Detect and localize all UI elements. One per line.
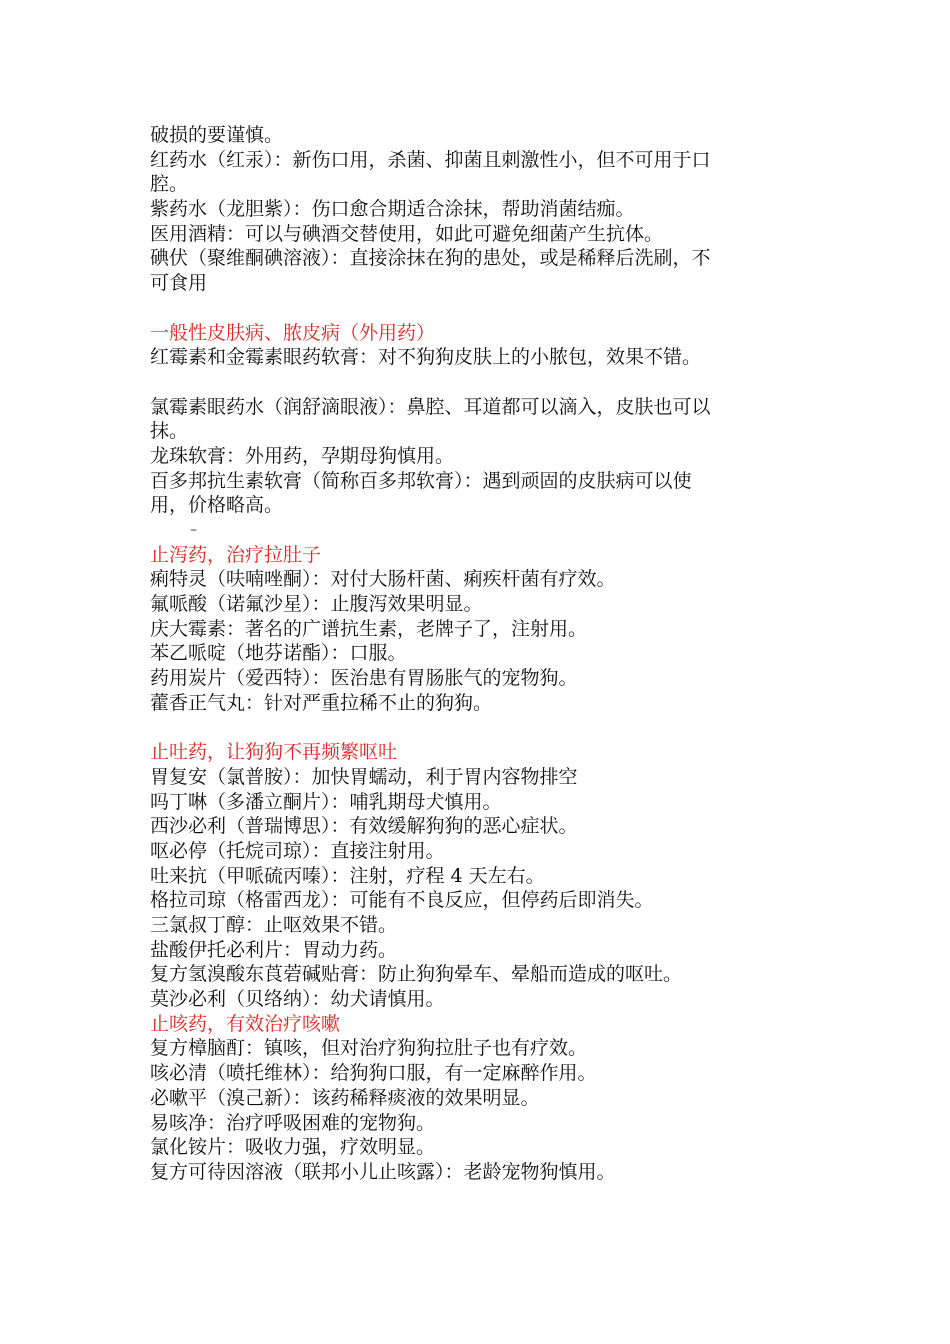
text-line: 碘伏（聚维酮碘溶液）：直接涂抹在狗的患处，或是稀释后洗刷，不 xyxy=(150,247,711,270)
section-heading: 止咳药，有效治疗咳嗽 xyxy=(150,1012,341,1035)
text-line: 咳必清（喷托维林）：给狗狗口服，有一定麻醉作用。 xyxy=(150,1062,597,1085)
text-line: 用，价格略高。 xyxy=(150,494,284,517)
text-line: 吗丁啉（多潘立酮片）：哺乳期母犬慎用。 xyxy=(150,790,502,813)
blank-line xyxy=(150,370,810,395)
text-line: 紫药水（龙胆紫）：伤口愈合期适合涂抹，帮助消菌结痂。 xyxy=(150,198,635,221)
section-heading: 止吐药，让狗狗不再频繁呕吐 xyxy=(150,741,398,764)
section-heading: 一般性皮肤病、脓皮病（外用药） xyxy=(150,321,436,344)
text-line: 胃复安（氯普胺）：加快胃蠕动，利于胃内容物排空 xyxy=(150,765,578,788)
text-line: 氯霉素眼药水（润舒滴眼液）：鼻腔、耳道都可以滴入，皮肤也可以 xyxy=(150,395,711,418)
text-line: 莫沙必利（贝络纳）：幼犬请慎用。 xyxy=(150,988,445,1011)
text-line: 痢特灵（呋喃唑酮）：对付大肠杆菌、痢疾杆菌有疗效。 xyxy=(150,568,616,591)
text-line: 药用炭片（爱西特）：医治患有胃肠胀气的宠物狗。 xyxy=(150,667,578,690)
text-line: 可食用 xyxy=(150,272,208,295)
text-line: 腔。 xyxy=(150,173,189,196)
text-line: 庆大霉素：著名的广谱抗生素，老牌子了，注射用。 xyxy=(150,617,588,640)
section-heading: 止泻药，治疗拉肚子 xyxy=(150,543,322,566)
document-page xyxy=(150,123,810,1185)
text-line: 西沙必利（普瑞博思）：有效缓解狗狗的恶心症状。 xyxy=(150,815,578,838)
stray-dash: – xyxy=(190,522,197,538)
text-line: 破损的要谨慎。 xyxy=(150,124,284,146)
text-line: 三氯叔丁醇：止呕效果不错。 xyxy=(150,914,398,936)
text-line: 藿香正气丸：针对严重拉稀不止的狗狗。 xyxy=(150,691,493,714)
text-line: 苯乙哌啶（地芬诺酯）：口服。 xyxy=(150,642,407,665)
text-line: 氟哌酸（诺氟沙星）：止腹泻效果明显。 xyxy=(150,593,483,616)
text-line: 呕必停（托烷司琼）：直接注射用。 xyxy=(150,839,445,862)
text-line: 复方樟脑酊：镇咳，但对治疗狗狗拉肚子也有疗效。 xyxy=(150,1037,588,1060)
text-line: 格拉司琼（格雷西龙）：可能有不良反应，但停药后即消失。 xyxy=(150,889,654,912)
blank-line xyxy=(150,716,810,741)
text-line: 必嗽平（溴己新）：该药稀释痰液的效果明显。 xyxy=(150,1086,540,1109)
text-line: 复方可待因溶液（联邦小儿止咳露）：老龄宠物狗慎用。 xyxy=(150,1160,616,1183)
text-line: 医用酒精：可以与碘酒交替使用，如此可避免细菌产生抗体。 xyxy=(150,222,664,245)
text-line: 复方氢溴酸东莨菪碱贴膏：防止狗狗晕车、晕船而造成的呕吐。 xyxy=(150,963,683,986)
text-line: 盐酸伊托必利片：胃动力药。 xyxy=(150,938,398,961)
text-line: 易咳净：治疗呼吸困难的宠物狗。 xyxy=(150,1111,436,1134)
text-line: 红霉素和金霉素眼药软膏：对不狗狗皮肤上的小脓包，效果不错。 xyxy=(150,346,702,369)
blank-line xyxy=(150,296,810,321)
text-line: 红药水（红汞）：新伤口用，杀菌、抑菌且刺激性小，但不可用于口 xyxy=(150,148,711,171)
text-line: 龙珠软膏：外用药，孕期母狗慎用。 xyxy=(150,444,455,467)
text-line: 百多邦抗生素软膏（简称百多邦软膏）：遇到顽固的皮肤病可以使 xyxy=(150,469,692,492)
text-line: 氯化铵片：吸收力强，疗效明显。 xyxy=(150,1136,436,1159)
text-line: 吐来抗（甲哌硫丙嗪）：注射，疗程 4 天左右。 xyxy=(150,864,545,887)
text-line: 抹。 xyxy=(150,420,189,443)
